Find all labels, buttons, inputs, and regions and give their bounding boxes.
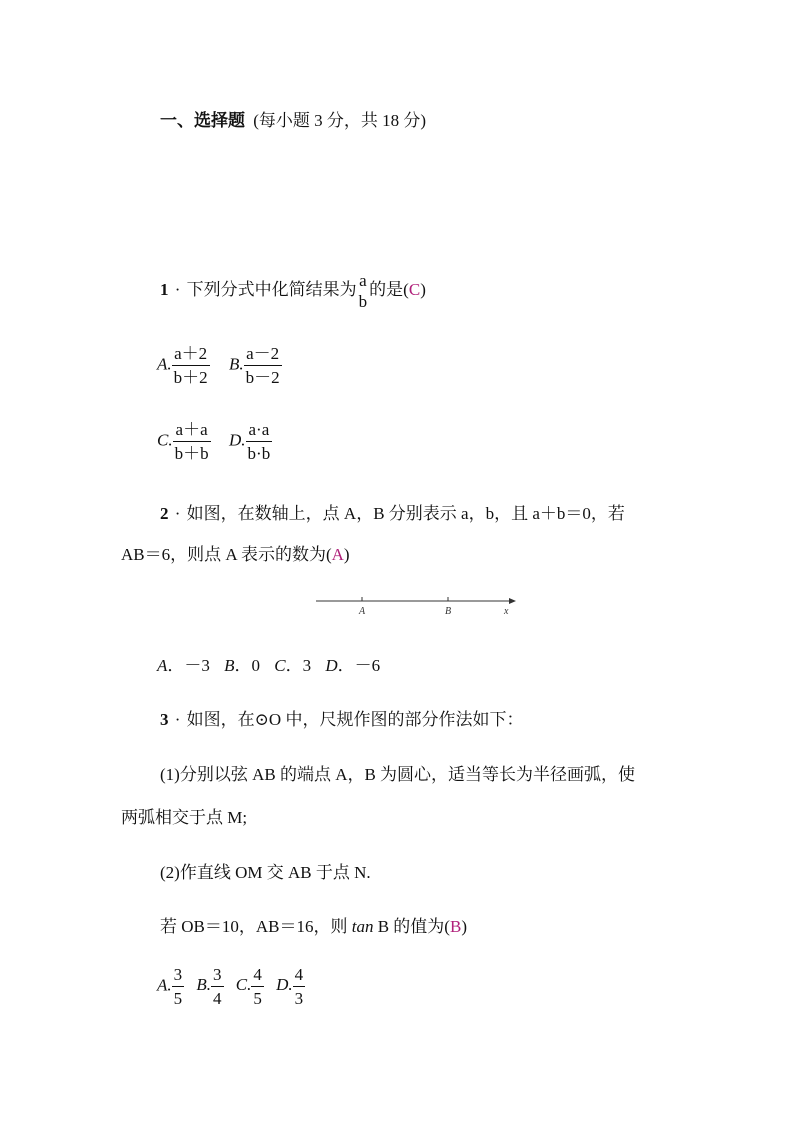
q1-option-fraction [244,345,282,386]
q3-option-letter: B. [196,975,212,995]
q1-option-numerator: a＋a [173,421,211,442]
q3-condition [160,912,467,937]
q3-answer: B [449,917,462,936]
q3-option-fraction [293,966,306,1007]
q3-tan: tan [351,917,374,936]
q2-option-value: 3 [302,656,312,675]
q2-option-value: －6 [354,656,381,675]
q3-option-denominator: 3 [294,989,304,1008]
q3-option-numerator: 4 [293,966,306,987]
q2-stem-line1 [160,499,625,524]
q1-target-denominator: b [358,292,368,311]
q1-answer: C [408,279,421,299]
q2-option-letter: A [157,656,168,675]
q1-option-fraction [173,421,211,462]
label-x: x [504,606,509,617]
q1-stem [160,272,426,310]
q3-option-letter: C. [235,975,252,995]
q2-option-value: －3 [184,656,210,675]
q2-stem-line2 [121,540,350,565]
q3-option-letter: D. [276,975,293,995]
label-b: B [445,606,452,617]
q2-line2-text: AB＝6，则点 A 表示的数为( [121,545,332,564]
q3-dot: · [174,710,181,729]
q3-option-numerator: 3 [211,966,224,987]
q1-option-numerator: a＋2 [172,345,210,366]
q1-close: ) [420,279,426,299]
section-note: (每小题 3 分，共 18 分) [253,111,427,130]
q1-option-numerator: a－2 [244,345,282,366]
q2-options: A．－3 B．0 C．3 D．－6 [157,656,381,675]
q1-option-fraction [246,421,273,462]
q1-option-denominator: b－2 [245,368,280,387]
q2-number-line [314,590,518,620]
q1-dot: · [174,279,181,299]
q2-number: 2 [160,504,169,523]
q1-stem-text: 下列分式中化简结果为 [186,279,357,299]
q1-option-fraction [172,345,210,386]
q1-target-numerator: a [359,271,367,290]
number-line-arrow [509,598,516,604]
q3-step1-line1: (1)分别以弦 AB 的端点 A，B 为圆心，适当等长为半径画弧，使 [160,765,636,784]
q1-option-a [157,345,210,386]
q1-option-denominator: b·b [247,444,271,463]
section-heading [160,106,426,131]
q3-option-denominator: 4 [213,989,222,1008]
q2-close: ) [343,545,350,564]
q1-option-letter: D. [229,430,246,450]
q2-option-value: 0 [251,656,261,675]
q3-option-denominator: 5 [173,989,183,1008]
q3-number: 3 [160,710,169,729]
q3-condition-mid: B 的值为( [373,917,450,936]
q1-option-letter: A. [157,354,172,374]
q1-option-c [157,421,211,462]
q1-option-d [229,421,272,462]
q3-step2: (2)作直线 OM 交 AB 于点 N. [160,863,371,882]
q3-option-denominator: 5 [253,989,262,1008]
q3-stem [160,705,523,730]
label-a: A [359,606,366,617]
q2-option-letter: D [325,656,338,675]
q2-option-letter: C [274,656,286,675]
q1-option-numerator: a·a [246,421,273,442]
q2-line1-text: 如图，在数轴上，点 A，B 分别表示 a，b，且 a＋b＝0，若 [186,504,625,523]
q2-answer: A [331,545,344,564]
q3-step1-line2: 两弧相交于点 M; [121,808,248,827]
q1-target-fraction [357,272,370,310]
q3-option-fraction [211,966,224,1007]
q3-close: ) [461,917,467,936]
q3-option-fraction [251,966,264,1007]
q1-option-letter: B. [229,354,244,374]
section-title: 一、选择题 [160,111,245,130]
q3-option-letter: A. [157,975,172,995]
q1-option-b [229,345,282,386]
q3-option-fraction [172,966,185,1007]
q1-option-denominator: b＋2 [173,368,208,387]
q3-condition-text: 若 OB＝10，AB＝16，则 [160,917,352,936]
q3-options [157,966,305,1007]
q3-option-numerator: 4 [251,966,264,987]
q3-option-numerator: 3 [172,966,185,987]
q3-stem-text: 如图，在⊙O 中，尺规作图的部分作法如下： [186,710,524,729]
q2-option-letter: B [224,656,235,675]
q1-option-letter: C. [157,430,173,450]
q2-dot: · [174,504,181,523]
q1-stem-after: 的是( [369,279,409,299]
q1-number: 1 [160,279,169,299]
q1-option-denominator: b＋b [174,444,209,463]
